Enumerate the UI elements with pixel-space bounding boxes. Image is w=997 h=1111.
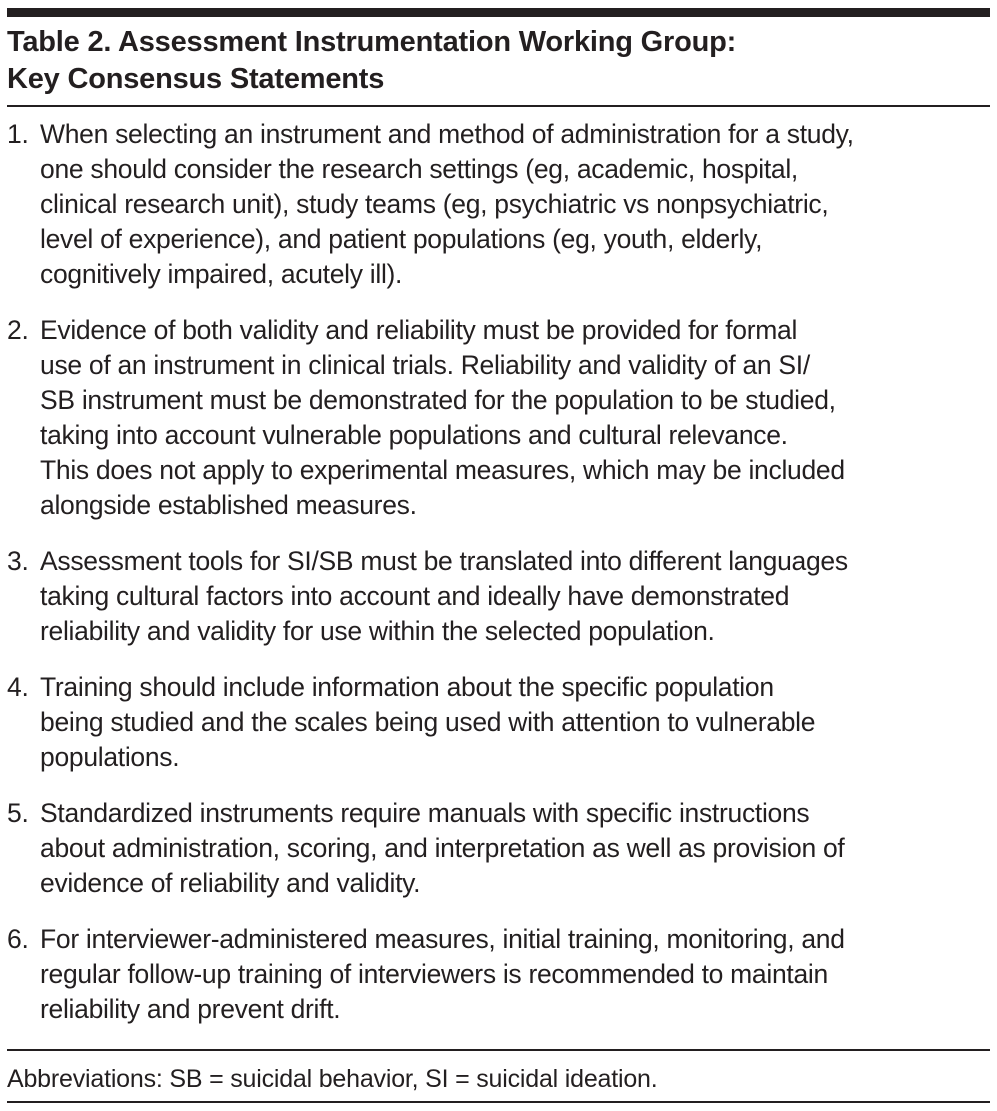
- table-title-line-1: Table 2. Assessment Instrumentation Working Group:: [7, 26, 737, 58]
- header-rule: [7, 105, 990, 107]
- statement-number: 5.: [7, 798, 29, 828]
- statement-text-line: regular follow-up training of interviewers is recommended to maintain: [40, 959, 828, 989]
- statement-item: [7, 313, 990, 523]
- statement-text-line: This does not apply to experimental measures, which may be included: [40, 455, 845, 485]
- statement-item: [7, 544, 990, 649]
- footer-rule: [7, 1049, 990, 1051]
- statement-text-line: Assessment tools for SI/SB must be translated into different languages: [40, 546, 848, 576]
- statement-text-line: Training should include information about the specific population: [40, 672, 774, 702]
- statement-text-line: use of an instrument in clinical trials. Reliability and validity of an SI/: [40, 350, 810, 380]
- statement-item: [7, 796, 990, 901]
- bottom-rule: [7, 1101, 990, 1103]
- statement-text-line: level of experience), and patient populations (eg, youth, elderly,: [40, 224, 763, 254]
- statement-text-line: alongside established measures.: [40, 490, 417, 520]
- statement-text-line: populations.: [40, 742, 180, 772]
- statement-item: [7, 922, 990, 1027]
- statement-text-line: SB instrument must be demonstrated for the population to be studied,: [40, 385, 836, 415]
- statement-text-line: cognitively impaired, acutely ill).: [40, 259, 403, 289]
- statement-text-line: being studied and the scales being used with attention to vulnerable: [40, 707, 816, 737]
- statement-number: 6.: [7, 924, 29, 954]
- statement-item: [7, 670, 990, 775]
- statement-text-line: For interviewer-administered measures, initial training, monitoring, and: [40, 924, 845, 954]
- statement-text-line: Standardized instruments require manuals with specific instructions: [40, 798, 810, 828]
- statement-text-line: reliability and validity for use within the selected population.: [40, 616, 715, 646]
- table-title-line-2: Key Consensus Statements: [7, 63, 385, 95]
- statement-item: [7, 117, 990, 292]
- abbreviations-footnote: Abbreviations: SB = suicidal behavior, SI = suicidal ideation.: [7, 1065, 658, 1093]
- statement-number: 2.: [7, 315, 29, 345]
- statement-text-line: Evidence of both validity and reliability must be provided for formal: [40, 315, 798, 345]
- statement-text-line: clinical research unit), study teams (eg, psychiatric vs nonpsychiatric,: [40, 189, 829, 219]
- statement-number: 1.: [7, 119, 29, 149]
- statement-number: 4.: [7, 672, 29, 702]
- statement-text-line: one should consider the research settings (eg, academic, hospital,: [40, 154, 798, 184]
- statement-text-line: taking into account vulnerable populations and cultural relevance.: [40, 420, 788, 450]
- statement-text-line: evidence of reliability and validity.: [40, 868, 421, 898]
- statement-number: 3.: [7, 546, 29, 576]
- statement-text-line: reliability and prevent drift.: [40, 994, 341, 1024]
- top-thick-rule: [7, 8, 990, 17]
- statement-text-line: When selecting an instrument and method of administration for a study,: [40, 119, 854, 149]
- statement-text-line: taking cultural factors into account and ideally have demonstrated: [40, 581, 790, 611]
- table-title: [7, 24, 736, 98]
- statement-text-line: about administration, scoring, and interpretation as well as provision of: [40, 833, 845, 863]
- consensus-statements-list: [7, 117, 990, 1048]
